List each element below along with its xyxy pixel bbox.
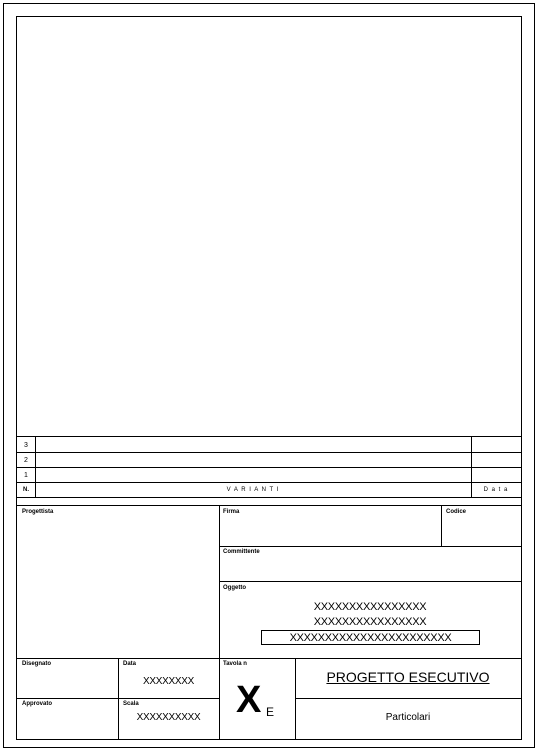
data-value: XXXXXXXX: [143, 676, 194, 687]
oggetto-label: Oggetto: [223, 585, 246, 591]
particolari-label: Particolari: [385, 712, 431, 723]
revisions-header-data: D a t a: [483, 487, 509, 493]
revision-row-number: 3: [24, 442, 28, 449]
revisions-header-number: N.: [23, 487, 29, 493]
codice-label: Codice: [446, 509, 467, 515]
oggetto-line-2: XXXXXXXXXXXXXXXX: [313, 616, 427, 628]
revisions-header-varianti: V A R I A N T I: [226, 487, 280, 493]
progetto-esecutivo-title: PROGETTO ESECUTIVO: [326, 669, 490, 685]
disegnato-label: Disegnato: [22, 661, 52, 667]
revision-row-number: 1: [24, 472, 28, 479]
revision-row-number: 2: [24, 457, 28, 464]
progettista-label: Progettista: [22, 509, 54, 515]
tavola-label: Tavola n: [223, 661, 247, 667]
tavola-number: X: [236, 679, 262, 721]
scala-value: XXXXXXXXXX: [136, 712, 201, 723]
data-label: Data: [123, 661, 137, 667]
tavola-suffix: E: [266, 705, 275, 719]
firma-label: Firma: [223, 509, 240, 515]
scala-label: Scala: [123, 701, 139, 707]
oggetto-line-3: XXXXXXXXXXXXXXXXXXXXXXX: [289, 632, 452, 644]
committente-label: Committente: [223, 549, 260, 555]
oggetto-line-1: XXXXXXXXXXXXXXXX: [313, 601, 427, 613]
approvato-label: Approvato: [22, 701, 52, 707]
